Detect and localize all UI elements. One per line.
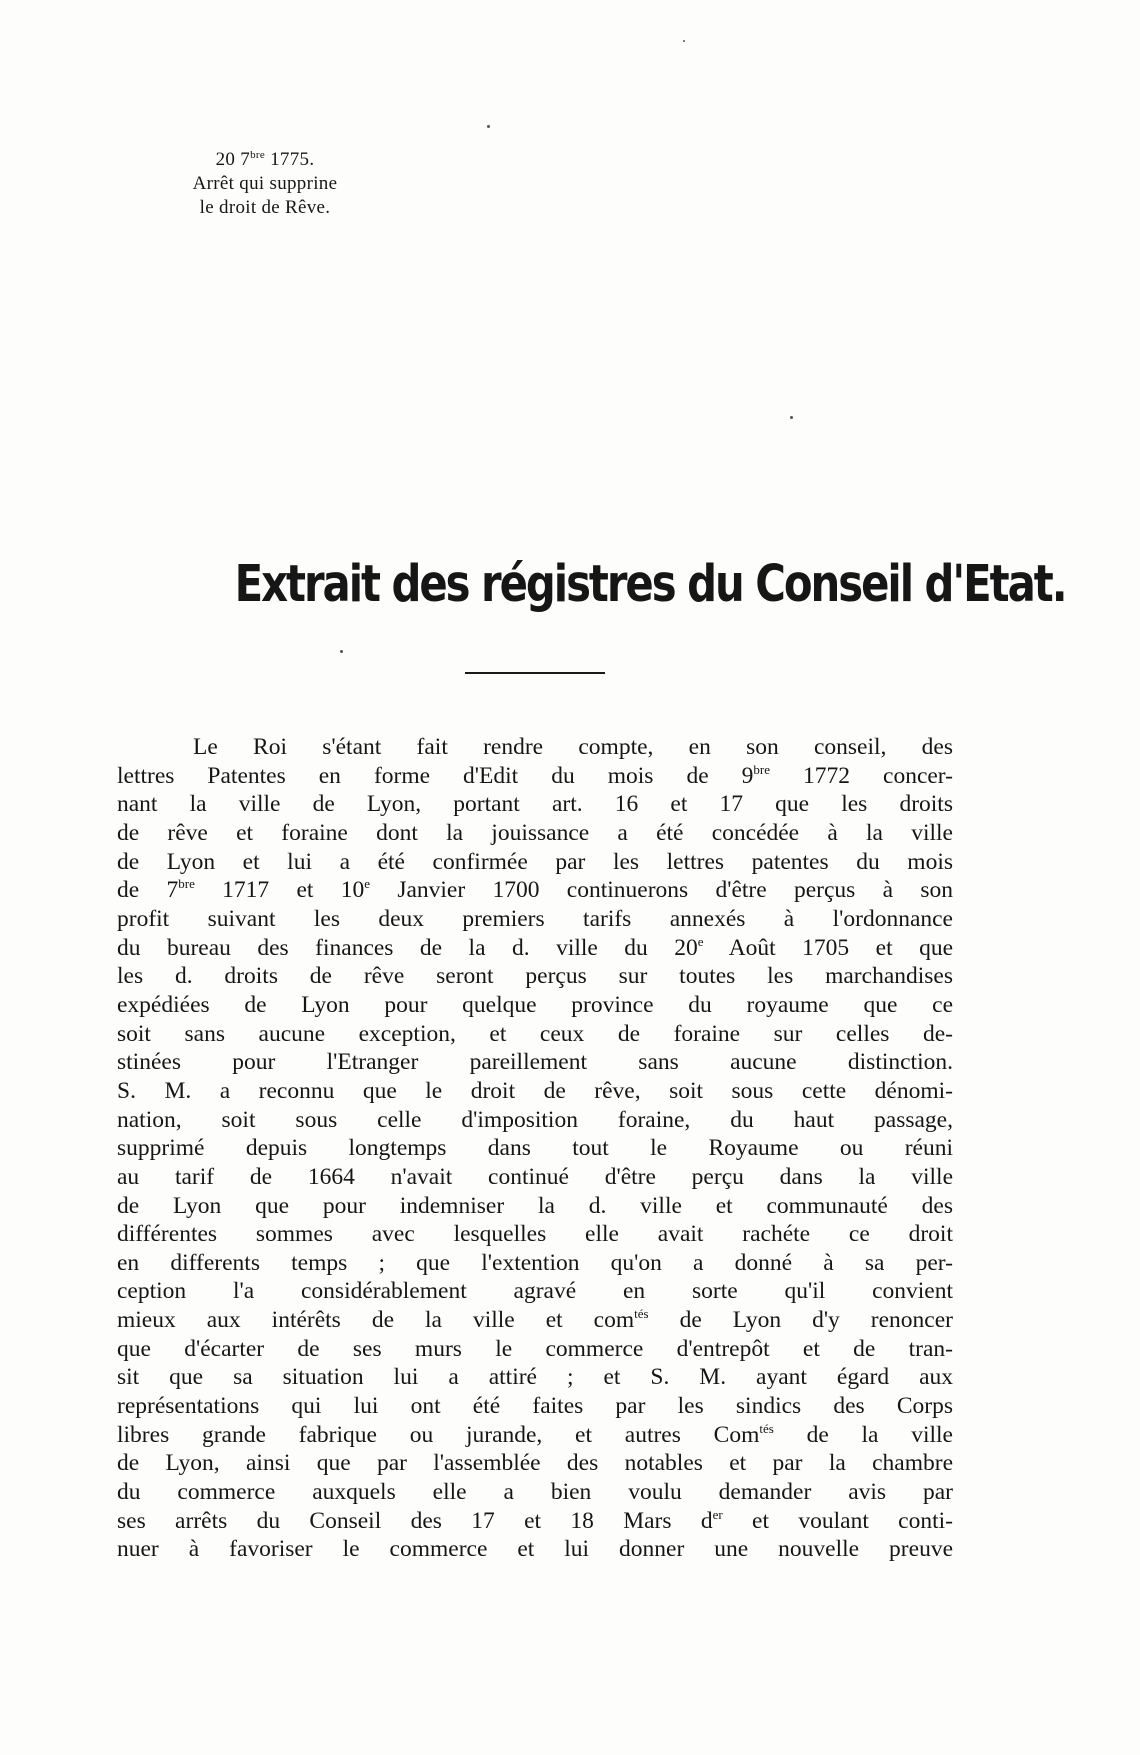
text-segment: Janvier 1700 continuerons d'être perçus à son: [370, 877, 954, 904]
text-line: [117, 1163, 953, 1192]
text-line: [117, 1277, 953, 1306]
text-segment: en differents temps ; que l'extention qu'on a donné à sa per-: [117, 1249, 953, 1276]
text-segment: Le Roi s'étant fait rendre compte, en son conseil, des: [193, 734, 953, 760]
text-line: [117, 876, 953, 905]
superscript: tés: [634, 1306, 649, 1322]
text-line: [117, 905, 953, 934]
margin-note-line-2: Arrêt qui supprine: [192, 173, 338, 194]
text-segment: ception l'a considérablement agravé en sorte qu'il convient: [117, 1278, 953, 1305]
text-segment: ses arrêts du Conseil des 17 et 18 Mars d: [117, 1507, 713, 1534]
text-segment: différentes sommes avec lesquelles elle avait rachéte ce droit: [117, 1221, 953, 1248]
text-segment: représentations qui lui ont été faites par les sindics des Corps: [117, 1393, 953, 1420]
text-segment: 1772 concer-: [770, 762, 953, 789]
text-line: [117, 991, 953, 1020]
superscript: e: [364, 876, 371, 892]
superscript: bre: [178, 876, 195, 892]
text-line: [117, 1449, 953, 1478]
text-segment: et voulant conti-: [722, 1507, 953, 1534]
document-title: Extrait des régistres du Conseil d'Etat.: [234, 555, 1066, 614]
title-divider: [465, 672, 605, 674]
text-line: [117, 1392, 953, 1421]
text-line: [117, 1249, 953, 1278]
text-line: [117, 1106, 953, 1135]
superscript: tés: [759, 1420, 774, 1436]
superscript: e: [697, 933, 704, 949]
text-line: [117, 819, 953, 848]
text-segment: Août 1705 et que: [703, 934, 953, 961]
text-segment: libres grande fabrique ou jurande, et autres Com: [117, 1421, 760, 1448]
text-segment: S. M. a reconnu que le droit de rêve, soit sous cette dénomi-: [117, 1077, 953, 1104]
text-line: [117, 1020, 953, 1049]
scan-speck: [487, 125, 490, 128]
text-segment: soit sans aucune exception, et ceux de foraine sur celles de-: [117, 1020, 953, 1047]
text-line: [117, 1306, 953, 1335]
text-segment: de Lyon, ainsi que par l'assemblée des notables et par la chambre: [117, 1450, 953, 1477]
text-segment: de la ville: [773, 1421, 953, 1448]
text-line: [117, 1220, 953, 1249]
text-segment: sit que sa situation lui a attiré ; et S. M. ayant égard aux: [117, 1364, 953, 1391]
text-line: [117, 1335, 953, 1364]
scan-speck: [790, 416, 793, 419]
text-line: [117, 848, 953, 877]
scan-speck: [340, 650, 343, 653]
text-segment: au tarif de 1664 n'avait continué d'être perçu dans la ville: [117, 1163, 953, 1190]
text-segment: mieux aux intérêts de la ville et com: [117, 1307, 635, 1334]
text-line: [117, 962, 953, 991]
text-segment: du bureau des finances de la d. ville du 20: [117, 934, 698, 961]
text-segment: que d'écarter de ses murs le commerce d'entrepôt et de tran-: [117, 1335, 953, 1362]
text-line: [117, 1363, 953, 1392]
margin-note: [150, 148, 380, 220]
body-paragraph: [117, 733, 953, 1564]
superscript: bre: [753, 761, 770, 777]
text-line: [117, 1077, 953, 1106]
text-line: [117, 790, 953, 819]
text-line: [117, 1048, 953, 1077]
text-segment: de Lyon et lui a été confirmée par les lettres patentes du mois: [117, 848, 953, 875]
text-line: [117, 1478, 953, 1507]
text-segment: 1717 et 10: [194, 877, 365, 904]
text-line: [117, 733, 953, 762]
text-line: [117, 1421, 953, 1450]
text-segment: nation, soit sous celle d'imposition foraine, du haut passage,: [117, 1106, 953, 1133]
margin-note-date: [150, 148, 380, 172]
text-segment: supprimé depuis longtemps dans tout le Royaume ou réuni: [117, 1135, 953, 1162]
text-line: [117, 1535, 953, 1564]
superscript: er: [712, 1506, 723, 1522]
text-segment: du commerce auxquels elle a bien voulu demander avis par: [117, 1479, 953, 1506]
text-segment: expédiées de Lyon pour quelque province du royaume que ce: [117, 991, 953, 1018]
text-segment: de 7: [117, 877, 179, 904]
text-segment: profit suivant les deux premiers tarifs annexés à l'ordonnance: [117, 905, 953, 932]
date-month-superscript: bre: [250, 149, 266, 161]
text-segment: de Lyon d'y renoncer: [648, 1307, 953, 1334]
text-line: [117, 1507, 953, 1536]
text-line: [117, 1192, 953, 1221]
text-segment: nuer à favoriser le commerce et lui donner une nouvelle preuve: [117, 1536, 953, 1563]
text-segment: les d. droits de rêve seront perçus sur toutes les marchandises: [117, 963, 953, 990]
text-line: [117, 1134, 953, 1163]
scan-speck: [683, 40, 685, 42]
text-segment: stinées pour l'Etranger pareillement sans aucune distinction.: [117, 1049, 953, 1076]
date-month: 7: [240, 149, 251, 170]
text-segment: de rêve et foraine dont la jouissance a été concédée à la ville: [117, 819, 953, 846]
text-line: [117, 762, 953, 791]
text-segment: lettres Patentes en forme d'Edit du mois de 9: [117, 762, 754, 789]
text-segment: de Lyon que pour indemniser la d. ville et communauté des: [117, 1192, 953, 1219]
date-year: 1775.: [270, 149, 315, 170]
text-segment: nant la ville de Lyon, portant art. 16 et 17 que les droits: [117, 791, 953, 818]
margin-note-line-3: le droit de Rêve.: [199, 197, 331, 218]
text-line: [117, 934, 953, 963]
date-day: 20: [215, 149, 236, 170]
